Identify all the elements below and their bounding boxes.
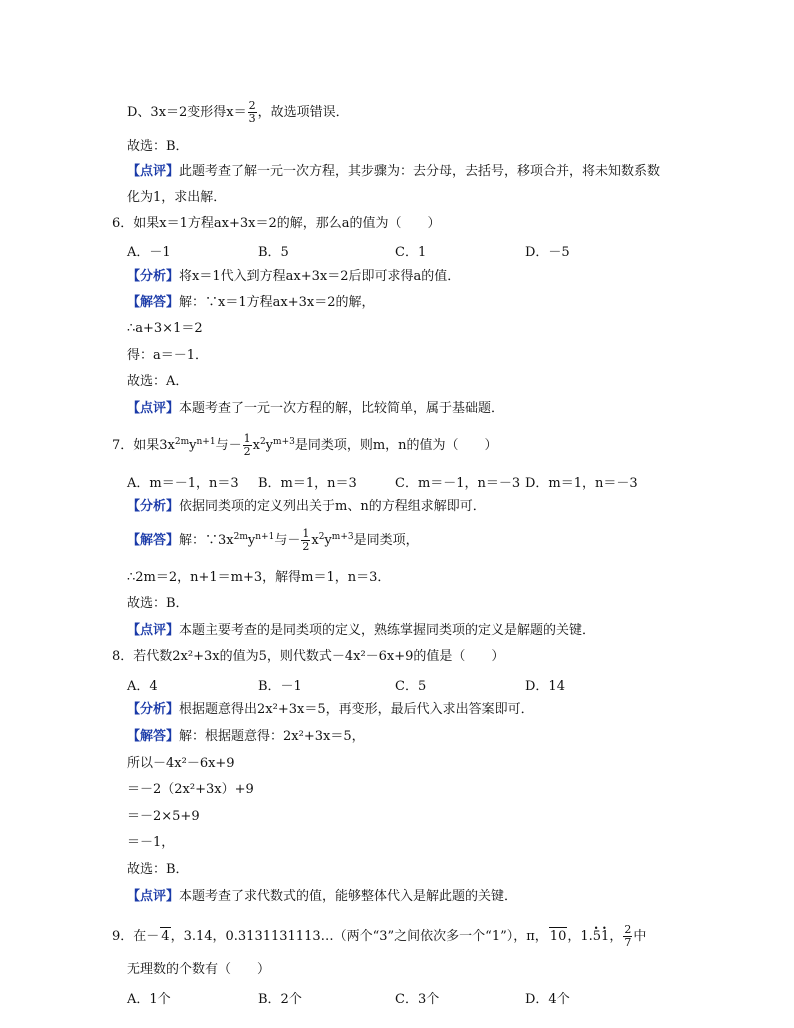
fraction-1-2: $\frac{1}{2}$ — [243, 432, 251, 458]
q7-analysis: 【分析】依据同类项的定义列出关于m、n的方程组求解即可． — [127, 499, 486, 514]
q6-step2: 得：a＝－1． — [127, 348, 209, 363]
q8-option-d: D．14 — [525, 679, 565, 694]
fraction-1-2: $\frac{1}{2}$ — [302, 527, 310, 553]
q8-step1: 所以－4x²－6x+9 — [127, 756, 235, 771]
q7-choose: 故选：B． — [127, 596, 189, 611]
q8-step2: ＝－2（2x²+3x）+9 — [127, 782, 254, 797]
q8-option-b: B．－1 — [258, 679, 302, 694]
q7-option-b: B．m＝1，n＝3 — [258, 476, 357, 491]
q8-option-a: A．4 — [127, 679, 158, 694]
repeating-digit-1: • 1 — [601, 929, 609, 944]
q7-step1: ∴2m＝2，n+1＝m+3，解得m＝1，n＝3． — [127, 570, 391, 585]
q7-option-a: A．m＝－1，n＝3 — [127, 476, 239, 491]
q6-option-d: D．－5 — [525, 245, 570, 260]
sqrt-4: 4 — [161, 929, 170, 944]
q5-d-end: ，故选项错误． — [257, 105, 349, 120]
q9-option-d: D．4个 — [525, 992, 570, 1007]
q8-answer: 【解答】解：根据题意得：2x²+3x＝5， — [127, 729, 365, 744]
q9-stem: 9．在－ 4，3.14，0.3131131113…（两个“3”之间依次多一个“1”），π， 10，1.• 5• 1， $\frac{2}{7}$ 中 — [112, 924, 646, 949]
fraction-2-7: $\frac{2}{7}$ — [624, 923, 632, 949]
q5-choose: 故选：B． — [127, 139, 189, 154]
q5-comment-line2: 化为1，求出解． — [127, 190, 227, 205]
q7-comment: 【点评】本题主要考查的是同类项的定义，熟练掌握同类项的定义是解题的关键． — [127, 623, 596, 638]
q7-stem: 7．如果$3x^{2m}y^{n+1}$与－ $\frac{1}{2}$ $x^2y^{m+3}$是同类项，则m，n的值为（ ） — [112, 432, 498, 458]
fraction-2-3: $\frac{2}{3}$ — [248, 99, 256, 125]
q8-step4: ＝－1， — [127, 835, 175, 850]
q6-option-b: B．5 — [258, 245, 289, 260]
q8-stem: 8．若代数2x²+3x的值为5，则代数式－4x²－6x+9的值是（ ） — [112, 649, 505, 664]
q5-option-d-explanation — [127, 100, 349, 125]
q5-d-text: D、3x＝2变形得x＝ — [127, 105, 247, 120]
q9-option-b: B．2个 — [258, 992, 302, 1007]
q8-analysis: 【分析】根据题意得出2x²+3x＝5，再变形，最后代入求出答案即可． — [127, 702, 534, 717]
comment-tag: 【点评】 — [127, 164, 180, 179]
sqrt-10: 10 — [549, 929, 567, 944]
q6-answer: 【解答】解：∵x＝1方程ax+3x＝2的解， — [127, 295, 375, 310]
q9-option-a: A．1个 — [127, 992, 171, 1007]
q6-analysis: 【分析】将x＝1代入到方程ax+3x＝2后即可求得a的值． — [127, 269, 461, 284]
q9-option-c: C．3个 — [395, 992, 440, 1007]
q7-option-d: D．m＝1，n＝－3 — [525, 476, 638, 491]
q7-answer: 【解答】解：$\because 3x^{2m}y^{n+1}$与－ $\frac{1}{2}$ $x^2y^{m+3}$是同类项， — [127, 527, 419, 553]
q8-option-c: C．5 — [395, 679, 427, 694]
q6-stem: 6．如果x＝1方程ax+3x＝2的解，那么a的值为（ ） — [112, 216, 441, 231]
q8-step3: ＝－2×5+9 — [127, 809, 200, 824]
q5-comment-line1: 【点评】此题考查了解一元一次方程，其步骤为：去分母，去括号，移项合并，将未知数系数 — [127, 164, 661, 179]
q6-choose: 故选：A． — [127, 374, 189, 389]
q6-step1: ∴a+3×1＝2 — [127, 321, 203, 336]
q7-option-c: C．m＝－1，n＝－3 — [395, 476, 521, 491]
repeating-digit-5: • 5 — [593, 929, 601, 944]
q6-option-c: C．1 — [395, 245, 427, 260]
q9-stem-line2: 无理数的个数有（ ） — [127, 962, 271, 977]
q8-choose: 故选：B． — [127, 862, 189, 877]
q8-comment: 【点评】本题考查了求代数式的值，能够整体代入是解此题的关键． — [127, 889, 518, 904]
q6-option-a: A．－1 — [127, 245, 171, 260]
q6-comment: 【点评】本题考查了一元一次方程的解，比较简单，属于基础题． — [127, 401, 505, 416]
